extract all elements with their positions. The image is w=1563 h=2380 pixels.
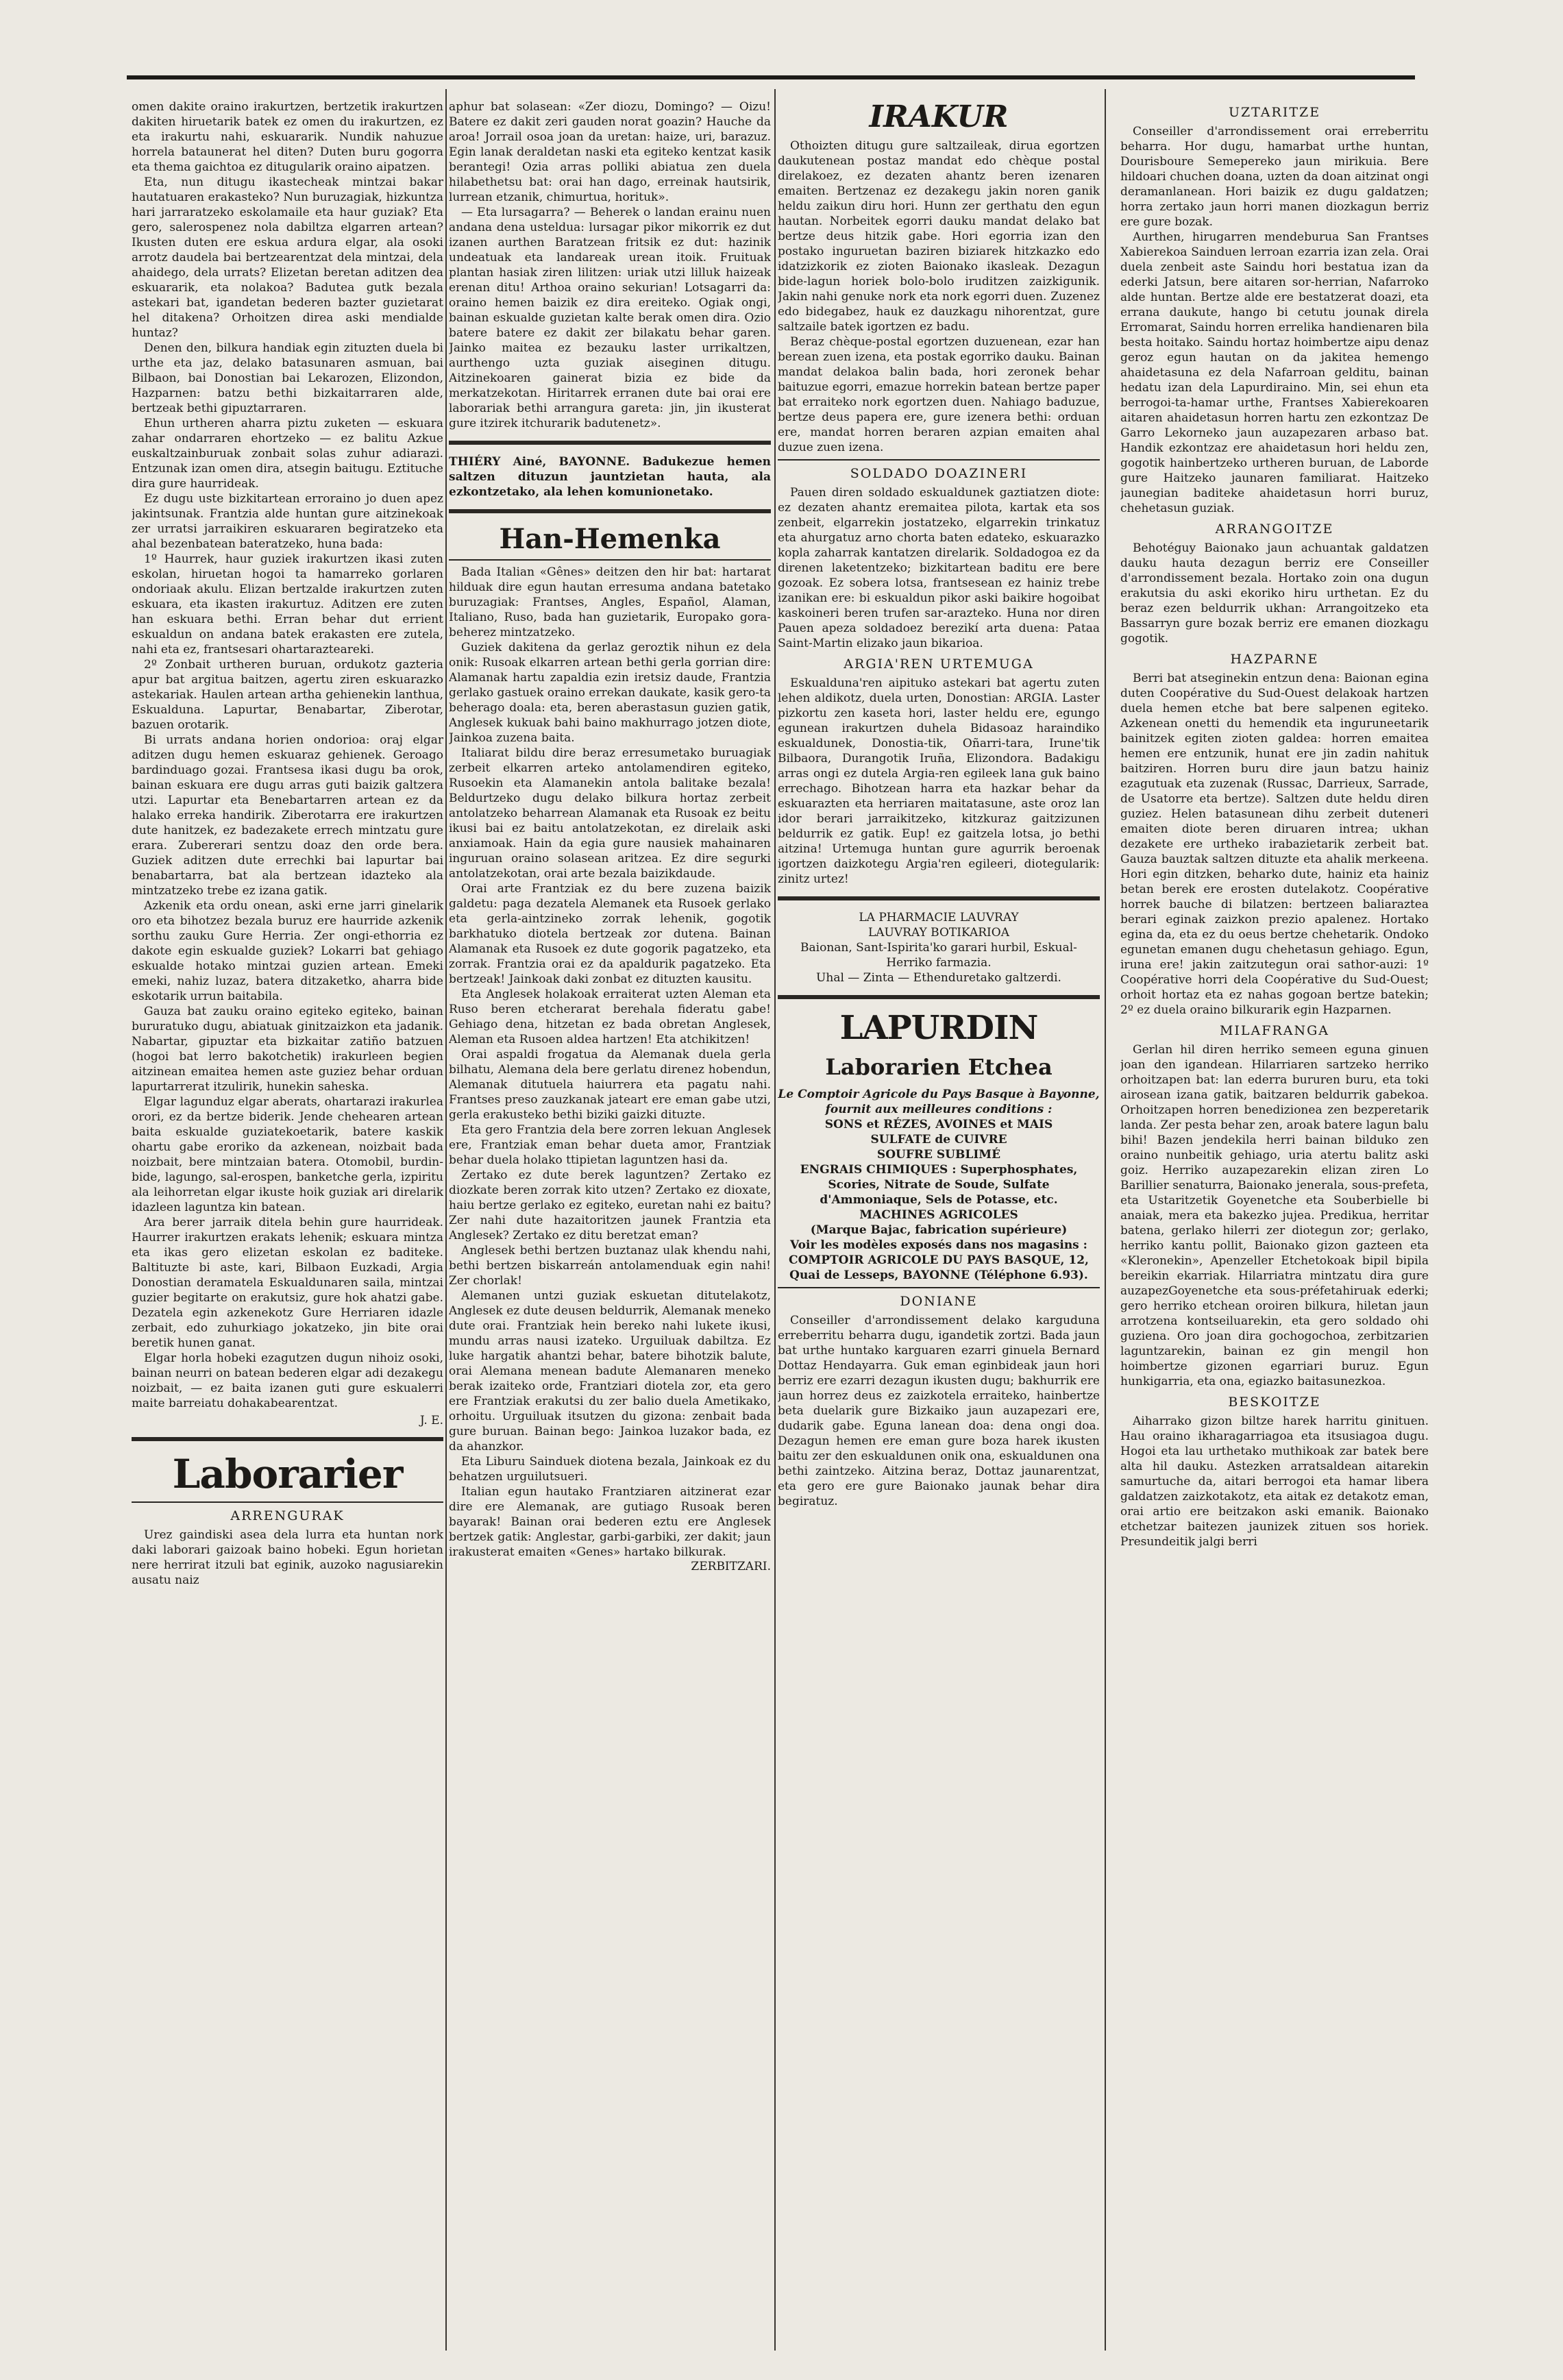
article-paragraph: Elgar horla hobeki ezagutzen dugun nihoiz osoki, bainan neurri on batean bederen elgar adi dezakegu noizbait, — ez baita izanen guti gure eskualerri maite barreiatu dohakabearentzat. bbox=[132, 1351, 443, 1410]
lapurdin-title: LAPURDIN bbox=[839, 1009, 1038, 1047]
pharmacie-advert: LA PHARMACIE LAUVRAY LAUVRAY BOTIKARIOA Baionan, Sant-Ispirita'ko garari hurbil, Eskual-Herriko farmazia. Uhal — Zinta — Ethenduretako galtzerdi. bbox=[800, 911, 1077, 985]
irakur-title: IRAKUR bbox=[869, 99, 1009, 134]
article-paragraph: Ara berer jarraik ditela behin gure haurrideak. Haurrer irakurtzen erakats lehenik; eskuara mintza eta ikas gero elizetan eskolan ez baditeke. Baltituzte bi aste, kari, Bilbaon Euzkadi, Argia Donostian deramatela Eskualdunaren saila, mintzai guzier begitarte on erakutsiz, gure hok ahatzi gabe. Dezatela egin azkenekotz Gure Herriaren idazle zerbait, edo zuhurkiago jokatzeko, jin bite orai beretik hunen ganat. bbox=[132, 1216, 443, 1350]
milafranga-heading: MILAFRANGA bbox=[1219, 1023, 1330, 1038]
section-rule-thin bbox=[778, 1287, 1100, 1288]
laborarier-title: Laborarier bbox=[172, 1451, 403, 1497]
section-rule bbox=[449, 441, 771, 445]
comptoir-intro: Le Comptoir Agricole du Pays Basque à Bayonne, fournit aux meilleures conditions : bbox=[778, 1088, 1100, 1116]
thiery-advert: THIÉRY Ainé, BAYONNE. Badukezue hemen saltzen dituzun jauntzietan hauta, ala ezkontzetako, ala lehen komunionetako. bbox=[449, 455, 771, 499]
doniane-heading: DONIANE bbox=[900, 1294, 978, 1309]
article-paragraph: Guziek dakitena da gerlaz geroztik nihun ez dela onik: Rusoak elkarren artean bethi gerla gorrian dire: Alamanak hartu zapaldia ezin iretsiz daude, Frantzia gerlako gastuek oraino errekan daukate, kasik gero-ta beherago doala: eta, beren aberastasun guzien gatik, Anglesek kukuak bahi baino makhurrago jotzen diote, Jainkoa zuzena baita. bbox=[449, 641, 771, 745]
article-paragraph: Orai arte Frantziak ez du bere zuzena baizik galdetu: paga dezatela Alemanek eta Rusoek gerlako eta gerla-aintzineko zorrak lehenik, gogotik barkhatuko diotela bertzeak zor dutena. Bainan Alamanak eta Rusoek ez dute gogorik pagatzeko, eta zorrak. Frantzia orai ez da apaldurik pagatzeko. Eta bertzeak! Jainkoak daki zonbat ez dituzten kausitu. bbox=[449, 882, 771, 986]
article-paragraph: Behotéguy Baionako jaun achuantak galdatzen dauku hauta dezagun berriz ere Conseiller d'arrondissement bezala. Hortako zoin ona dugun erakutsia du aski ekoriko hiru urthetan. Ez du beraz ezen beldurrik ukhan: Arrangoitzeko eta Bassarryn gure bozak berriz ere emanen diozkagu gogotik. bbox=[1120, 541, 1429, 646]
arrengurak-heading: ARRENGURAK bbox=[230, 1508, 345, 1523]
article-paragraph: Ez dugu uste bizkitartean erroraino jo duen apez jakintsunak. Frantzia alde huntan gure aitzinekoak zer urratsi jarraikiren eskuararen begiratzeko eta ahal bezenbatean bateratzeko, huna bada: bbox=[132, 492, 443, 551]
article-paragraph: Pauen diren soldado eskualdunek gaztiatzen diote: ez dezaten ahantz eremaitea pilota, kartak eta sos zenbeit, elgarrekin jostatzeko, elgarrekin trinkatuz eta ahurgatuz arno chorta baten edateko, eskuarazko kopla zaharrak kantatzen direlarik. Soldadogoa ez da direnen laketentzeko; bizkitartean baditu ere bere gozoak. Ez sobera lotsa, frantsesean ez hainiz trebe izanikan ere: bi eskualdun pikor aski baikire hogoibat kaskoineri beren trufen sar-arazteko. Huna nor diren Pauen apeza soldadoez berezikí arta duena: Pataa Saint-Martin elizako jaun bikarioa. bbox=[778, 486, 1100, 650]
article-paragraph: Urez gaindiski asea dela lurra eta huntan nork daki laborari gaizoak baino hobeki. Egun horietan nere herrirat itzuli bat eginik, auzoko nagusiarekin ausatu naiz bbox=[132, 1528, 443, 1587]
section-rule bbox=[449, 509, 771, 513]
article-paragraph: Elgar lagunduz elgar aberats, ohartarazi irakurlea orori, ez da bertze biderik. Jende chehearen artean baita eskualde guziatekoetarik, batere kaskik ohartu gabe eroriko da azkenean, noizbait bada noizbait, bere mintzaian batera. Otomobil, burdin-bide, lagungo, sal-erospen, banketche gerla, izpiritu ala leihorretan elgar ikuste hoik guziak ari direlarik idazleen laguntza kin batean. bbox=[132, 1095, 443, 1214]
article-paragraph: Gerlan hil diren herriko semeen eguna ginuen joan den igandean. Hilarriaren sartzeko herriko orhoitzapen bat: lan ederra bururen buru, eta toki airosean izana gatik, baitzaren beldurrik gabekoa. Orhoitzapen horren benedizionea zen bezperetarik landa. Zer pesta behar zen, aroak batere lagun balu bihi! Bazen jendekila herri bainan bilduko zen oraino nunbeitik gehiago, uria atertu balitz aski goiz. Herriko auzapezarekin elizan ziren Lo Barillier senaturra, Baionako jenerala, sous-prefeta, eta Ustaritzetik Goyenetche eta Souberbielle bi anaiak, mera eta bakezko jujea. Predikua, herritar batena, gerlako hilerri zer diotegun zor; gerlako, herriko kantu pollit, Baionako gizon gazteen eta «Kleronekin», Apenzeller Etchetokoak bipil bipila bereikin ekarriak. Hilarriatra mintzatu dira gure auzapezGoyenetche eta sous-préfetahiruak ederki; gero herriko etchean oroiren bilkura, hiletan jaun arrotzena kontseiluarekin, eta gero soldado ohi guziena. Oro joan dira gochogochoa, zerbitzarien laguntzarekin, bainan ez gin mengil hon hoimbertze gizonen egarriari buruz. Egun hunkigarria, eta ona, egiazko baitasunezkoa. bbox=[1120, 1043, 1429, 1388]
section-rule bbox=[778, 896, 1100, 900]
column-4 bbox=[1120, 99, 1429, 2354]
article-paragraph: Beraz chèque-postal egortzen duzuenean, ezar han berean zuen izena, eta postak egorriko dauku. Bainan mandat delakoa balin bada, hori zeronek behar baituzue egorri, emazue horrekin batean bertze paper bat erraiteko nork egortzen duen. Nahiago baduzue, bertze deus papera ere, gure izenera bethi: orduan ere, mandat horren beraren azpian emaiten ahal duzue zuen izena. bbox=[778, 335, 1100, 454]
article-signature: J. E. bbox=[419, 1414, 443, 1427]
article-paragraph: Gauza bat zauku oraino egiteko egiteko, bainan bururatuko dugu, abiatuak ginitzaizkon eta jadanik. Nabartar, gipuztar eta bizkaitar zatiño batzuen (hogoi bat lerro bakotchetik) irakurleen begien aitzinean emaitea hemen aste guziez behar orduan lapurtarrerat itzulirik, hunekin saheska. bbox=[132, 1005, 443, 1094]
article-signature: ZERBITZARI. bbox=[691, 1560, 771, 1573]
article-paragraph: Denen den, bilkura handiak egin zituzten duela bi urthe eta jaz, delako batasunaren asmuan, bai Bilbaon, bai Donostian bai Lekarozen, Elizondon, Hazparnen: batzu bethi bizkaitarraren alde, bertzeak bethi gipuztarraren. bbox=[132, 341, 443, 415]
article-paragraph: Ehun urtheren aharra piztu zuketen — eskuara zahar ondarraren ehortzeko — ez balitu Azkue euskaltzainburuak zonbait solas zuhur adiarazi. Entzunak izan omen dira, atsegin baitugu. Eztituche dira gure haurrideak. bbox=[132, 417, 443, 491]
column-divider bbox=[445, 89, 447, 2351]
arrangoitze-heading: ARRANGOITZE bbox=[1215, 522, 1334, 537]
article-paragraph: Conseiller d'arrondissement orai erreberritu beharra. Hor dugu, hamarbat urthe huntan, Dourisboure Semepereko jaun mirikuia. Bere hildoari chuchen doana, uzten da doan aitzinat ongi deramanlanean. Hori baizik ez dugu galdatzen; horra zertako jaun horri manen diozkagun berriz ere gure bozak. bbox=[1120, 125, 1429, 229]
article-paragraph: Azkenik eta ordu onean, aski erne jarri ginelarik oro eta bihotzez bezala buruz ere haurride azkenik sorthu zauku Gure Herria. Zer ongi-ethorria ez dakote egin eskualde guziek? Lokarri bat gehiago eskualde hotako mintzai guzien artean. Emeki emeki, nahiz luzaz, batera ditzaketko, aharra bide eskotarik urrun baitabila. bbox=[132, 899, 443, 1003]
column-2 bbox=[449, 99, 771, 2354]
article-paragraph: Bada Italian «Gênes» deitzen den hir bat: hartarat hilduak dire egun hautan erresuma andana batetako buruzagiak: Frantses, Angles, Español, Alaman, Italiano, Ruso, bada han guzietarik, Europako gora-beherez mintzatzeko. bbox=[449, 565, 771, 639]
column-divider bbox=[774, 89, 776, 2351]
top-rule bbox=[127, 75, 1415, 79]
beskoitze-heading: BESKOITZE bbox=[1228, 1395, 1321, 1410]
soldado-heading: SOLDADO DOAZINERI bbox=[850, 466, 1028, 481]
article-paragraph: aphur bat solasean: «Zer diozu, Domingo? — Oizu! Batere ez dakit zeri gauden norat goazin? Hauche da aroa! Jorrail osoa joan da uretan: haize, uri, barazuz. Egin lanak deraldetan naski eta egiteko kentzat kasik berantegi! Ozia arras polliki abiatua zen duela hilabethetsu bat: orai han dago, erreinak hautsirik, lurrean etzanik, chimurtua, horituk». bbox=[449, 100, 771, 204]
laborarien-etchea-title: Laborarien Etchea bbox=[825, 1054, 1053, 1080]
argia-heading: ARGIA'REN URTEMUGA bbox=[844, 657, 1034, 672]
article-paragraph: Orai aspaldi frogatua da Alemanak duela gerla bilhatu, Alemana dela bere gerlatu direnez hobendun, Alemanak ditutuela haiurrera eta pagatu nahi. Frantses preso zauzkanak jateart ere eman gabe utzi, gerla erakusteko bethi biziki gaizki dituzte. bbox=[449, 1048, 771, 1122]
article-paragraph: Anglesek bethi bertzen buztanaz ulak khendu nahi, bethi bertzen biskarreán antolamenduak egin nahi! Zer chorlak! bbox=[449, 1244, 771, 1288]
column-divider bbox=[1105, 89, 1106, 2351]
comptoir-products: SONS et RÉZES, AVOINES et MAIS SULFATE de CUIVRE SOUFRE SUBLIMÉ ENGRAIS CHIMIQUES : Superphosphates, Scories, Nitrate de Soude, Sulfate d'Ammoniaque, Sels de Potasse, etc. MACHINES AGRICOLES (Marque Bajac, fabrication supérieure) Voir les modèles exposés dans nos magasins : COMPTOIR AGRICOLE DU PAYS BASQUE, 12, Quai de Lesseps, BAYONNE (Téléphone 6.93). bbox=[789, 1118, 1089, 1282]
section-rule-thin bbox=[449, 559, 771, 561]
article-paragraph: Othoizten ditugu gure saltzaileak, dirua egortzen daukutenean postaz mandat edo chèque postal direlakoez, ez dezaten ahantz beren izenaren emaiten. Bertzenaz ez dezakegu jakin noren ganik heldu zaikun diru hori. Hunn zer gerthatu den egun hautan. Norbeitek egorri dauku mandat delako bat bertze deus hitzik gabe. Hori egorria izan den postako inguruetan baziren biziarek hitzkazko edo idatzizkorik ez zioten Baionako ikasleak. Dezagun bide-lagun horiek bolo-bolo iruditzen zaizkigunik. Jakin nahi genuke nork eta nork egorri duen. Zuzenez edo bidegabez, hauk ez dauzkagu nihorentzat, gure saltzaile batek igortzen ez badu. bbox=[778, 139, 1100, 334]
article-paragraph: Aurthen, hirugarren mendeburua San Frantses Xabierekoa Sainduen lerroan ezarria izan zela. Orai duela zenbeit aste Saindu hori bestatua izan da ederki Jatsun, bere aitaren sor-herrian, Nafarroko alde huntan. Bertze alde ere bestatzerat doazi, eta errana daukute, hango bi cetutu jounak direla Erromarat, Saindu horren errelika handienaren bila besta hoitako. Saindu hortaz hoimbertze aipu denaz geroz egun hautan on da jakitea hemengo ahaidetasuna ez dela Nafarroan gelditu, bainan hedatu izan dela Lapurdiraino. Min, sei ehun eta berrogoi-ta-hamar urthe, Frantses Xabierekoaren aitaren ahaidetasun horren hartu zen ezkontzaz De Garro Lekorneko jaun auzapezaren arbaso bat. Handik ezkontzaz ere ahaidetasun hori heldu zen, gogotik hainbertzeko urtheren buruan, de Laborde gure Haitzeko jaunaren familiarat. Haitzeko jaunegian baditeke ahaidetasun horri buruz, chehetasun guziak. bbox=[1120, 230, 1429, 515]
article-paragraph: Eta, nun ditugu ikastecheak mintzai bakar hautatuaren erakasteko? Nun buruzagiak, hizkuntza hari jarraratzeko eskolamaile eta haur guziak? Eta gero, salerospenez nola dabiltza elgarren artean? Ikusten duten ere eskua ardura elgar, ala osoki arrotz daudela bai bertzearentzat dela mintzai, dela ahaidego, dela urrats? Elizetan beretan aditzen dea eskuararik, eta nolakoa? Badutea gutk bezala astekari bat, igandetan bederen bazter guzietarat hel ditakena? Orhoitzen direa aski mendialde huntaz? bbox=[132, 175, 443, 340]
article-paragraph: Zertako ez dute berek laguntzen? Zertako ez diozkate beren zorrak kito utzen? Zertako ez dioxate, haiu bertze gerlako ez egiteko, euretan nahi ez baitu? Zer nahi dute hazaitoritzen jaunek Frantzia eta Anglesek? Zertako ez ditu beretzat eman? bbox=[449, 1168, 771, 1242]
article-paragraph: 2º Zonbait urtheren buruan, ordukotz gazteria apur bat argitua baitzen, agertu ziren eskuarazko astekariak. Haulen artean artha gehienekin lanthua, Eskualduna. Lapurtar, Benabartar, Ziberotar, bazuen orotarik. bbox=[132, 658, 443, 732]
article-paragraph: Italian egun hautako Frantziaren aitzinerat ezar dire ere Alemanak, are gutiago Rusoak beren bayarak! Bainan orai bederen eztu ere Anglesek bertzek gatik: Anglestar, garbi-garbiki, zer dakit; jaun irakusterat emaiten «Genes» hartako bilkurak. bbox=[449, 1485, 771, 1559]
article-paragraph: Aiharrako gizon biltze harek harritu ginituen. Hau oraino ikharagarriagoa eta itsusiagoa dugu. Hogoi eta lau urthetako muthikoak zar batek bere alta hil dauku. Astezken arratsaldean aitarekin samurtuche da, aitari berrogoi eta hamar libera galdatzen zaizkotakotz, eta aitak ez detakotz eman, orai artio ere beitzakon aski emanik. Baionako etchetzar baitezen jaunizek zituen sos horiek. Presundeitik jalgi berri bbox=[1120, 1414, 1429, 1549]
uztaritze-heading: UZTARITZE bbox=[1228, 105, 1321, 120]
column-3 bbox=[778, 99, 1100, 2354]
article-paragraph: Italiarat bildu dire beraz erresumetako buruagiak zerbeit elkarren arteko antolamendiren egiteko, Rusoekin eta Alamanekin antola balitake bezala! Beldurtzeko dugu delako bilkura hortaz zerbeit antolatzeko beharrean Alamanak eta Rusoak ez beitu ikusi bai ez baitu antolatzekotan, ez direlaik aski anxiamoak. Hain da egia gure nausiek mahainaren inguruan oraino solasean aritzea. Ez dire segurki antolatzekotan, orai arte bezala baizikdaude. bbox=[449, 746, 771, 881]
article-paragraph: — Eta lursagarra? — Beherek o landan erainu nuen andana dena usteldua: lursagar pikor mikorrik ez dut izanen aurthen Baratzean fritsik ez dut: hazinik undeatuak eta landareak urean itoik. Fruituak plantan hasiak ziren lilitzen: uriak utzi lilluk haizeak erenan ditu! Arthoa oraino sekurian! Lotsagarri da: oraino hemen baizik ez dira ereiteko. Ogiak ongi, bainan eskualde guzietan kalte berak omen dira. Ozio batere batere ez dakit zer bilakatu behar garen. Jainko maitea ez bezauku laster urrikaltzen, aurthengo uzta guziak aiseginen ditugu. Aitzinekoaren gainerat bizia ez bide da merkatzekotan. Hiritarrek erranen dute bai orai ere laborariak bethi arrangura gareta: jin, jin ikusterat gure itzirek itchurarik badutenetz». bbox=[449, 206, 771, 430]
article-paragraph: 1º Haurrek, haur guziek irakurtzen ikasi zuten eskolan, hiruetan hogoi ta hamarreko gorlaren ondoriaak akulu. Elizan bertzalde irakurtzen zuten eskuara, eta ikasten irakurtuz. Aditzen ere zuten han eskuara bethi. Erran behar dut errient eskualdun on andana batek erakasten ere zutela, nahi eta ez, frantsesari ohartarazteareki. bbox=[132, 552, 443, 657]
section-rule-thin bbox=[778, 459, 1100, 461]
han-hemenka-title: Han-Hemenka bbox=[499, 523, 721, 555]
column-1 bbox=[132, 99, 443, 2354]
article-paragraph: Eta Anglesek holakoak erraiterat uzten Aleman eta Ruso beren etcherarat berehala fideratu gabe! Gehiago dena, hitzetan ez bada obretan Anglesek, Aleman eta Rusoen aldea hartzen! Eta atchikitzen! bbox=[449, 987, 771, 1046]
hazparne-heading: HAZPARNE bbox=[1230, 652, 1319, 667]
section-rule bbox=[132, 1437, 443, 1441]
article-paragraph: Alemanen untzi guziak eskuetan ditutelakotz, Anglesek ez dute deusen beldurrik, Alemanak meneko dute orai. Frantziak hein bereko nahi lukete ikusi, mundu arras nausi izateko. Urguiluak dabiltza. Ez luke hargatik ahantzi behar, batere bihotzik balute, orai Alemana menean badute Alemanaren meneko berak izaiteko orde, Frantziari diotela zor, eta gero ere Frantziak erakutsi du zer balio duela Ametikako, orhoitu. Urguiluak itsutzen du gizona: zenbait bada gure buruan. Bainan bego: Jainkoa luzakor bada, ez da ahanzkor. bbox=[449, 1289, 771, 1453]
article-paragraph: Bi urrats andana horien ondorioa: oraj elgar aditzen dugu hemen eskuaraz gehienek. Geroago bardinduago gozai. Frantsesa ikasi dugu ba orok, bainan eskuara ere dugu arras guti baizik galtzera utzi. Lapurtar eta Benebartarren artean ez da halako erreka handirik. Ziberotarra ere irakurtzen dute hanitzek, ez badezakete errech mintzatu gure erara. Zubererari sentzu doaz den orde bera. Guziek aditzen dute errechki bai lapurtar bai benabartarra, bat ala bertzean idazteko ala mintzatzeko trebe ez izana gatik. bbox=[132, 733, 443, 898]
article-paragraph: Eskualduna'ren aipituko astekari bat agertu zuten lehen aldikotz, duela urten, Donostian: ARGIA. Laster pizkortu zen kaseta hori, laster heldu ere, egungo egunean irakurtzen duhela Bidasoaz haraindiko eskualdunek, Donostia-tik, Oñarri-tara, Irune'tik Bilbaora, Durangotik Iruña, Elizondora. Badakigu arras ongi ez dutela Argia-ren egileek lana guk baino errechago. Bihotzean harra eta hazkar behar da eskuarazten eta herriaren maitatasune, aste oroz lan idor berari jarraikitzeko, kitzkuraz gaitzizunen beldurrik ez gatik. Eup! ez gaitzela lotsa, jo bethi aitzina! Urtemuga huntan gure agurrik beroenak igortzen daizkotegu Argia'ren egileeri, diotegularik: zinitz urtez! bbox=[778, 676, 1100, 886]
article-paragraph: Eta gero Frantzia dela bere zorren lekuan Anglesek ere, Frantziak eman behar dueta amor, Frantziak behar duela holako ttipietan laguntzen hasi da. bbox=[449, 1123, 771, 1167]
article-paragraph: omen dakite oraino irakurtzen, bertzetik irakurtzen dakiten hiruetarik batek ez omen du irakurtzen, ez eta irakurtu nahi, eskuararik. Nundik nahuzue horrela bataunerat hel diten? Duten buru gogorra eta thema gaichtoa ez ditugularik oraino aipatzen. bbox=[132, 100, 443, 174]
article-paragraph: Berri bat atseginekin entzun dena: Baionan egina duten Coopérative du Sud-Ouest delakoak hartzen duela hemen etche bat bere salpenen egiteko. Azkenean onetti du hemendik eta inguruneetarik bainitzek egiten zioten galdea: horren emaitea hemen ere entzunik, hunat ere jin zadin nahituk baitziren. Horren buru dire jaun batzu hainiz ezagutuak eta zuzenak (Russac, Darrieux, Sarrade, de Usatorre eta bertze). Saltzen dute heldu diren guziez. Helen batasunean dihu zerbeit duteneri emaiten diote beren diruaren intrea; ukhan dezakete ere urtheko irabazietarik zerbeit bat. Gauza bauztak saltzen dituzte eta ahalik merkeena. Hori egin ditzken, beharko dute, hainiz eta hainiz betan berek ere erosten dutelakotz. Coopérative horrek bauche di bilatzen: bertzeen baliaraztea berari eginak zaizkon prezio apalenez. Hortako egina da, eta ez du oeus bertze chehetarik. Ondoko egunetan emanen dugu chehetasun gehiago. Egun, iruna ere! jakin zaitzutegun orai sathor-auzi: 1º Coopérative horri dela Coopérative du Sud-Ouest; orhoit hortaz eta ez nahas gogoan bertze batekin; 2º ez duela oraino bilkurarik egin Hazparnen. bbox=[1120, 672, 1429, 1017]
article-paragraph: Eta Liburu Sainduek diotena bezala, Jainkoak ez du behatzen urguilutsueri. bbox=[449, 1455, 771, 1484]
article-paragraph: Conseiller d'arrondissement delako karguduna erreberritu beharra dugu, igandetik zortzi. Bada jaun bat urthe huntako karguaren ezarri ginuela Bernard Dottaz Hendayarra. Guk eman eginbideak jaun hori berriz ere ezarri dezagun ikusten dugu; bakhurrik ere jaun horrez deus ez zaizkotela erraiteko, hainbertze beta duelarik gure Bizkaiko jaun auzapezari ere, dudarik gabe. Eguna lanean doa: dena ongi doa. Dezagun hemen ere eman gure boza harek ikusten baitu zer den eskualdunen onik ona, eskualdunen ona bethi zaintzeko. Aitzina beraz, Dottaz jaunarentzat, eta gero ere gure Baionako jaunak behar dira begiratuz. bbox=[778, 1314, 1100, 1508]
section-rule-thin bbox=[132, 1501, 443, 1503]
section-rule bbox=[778, 995, 1100, 999]
